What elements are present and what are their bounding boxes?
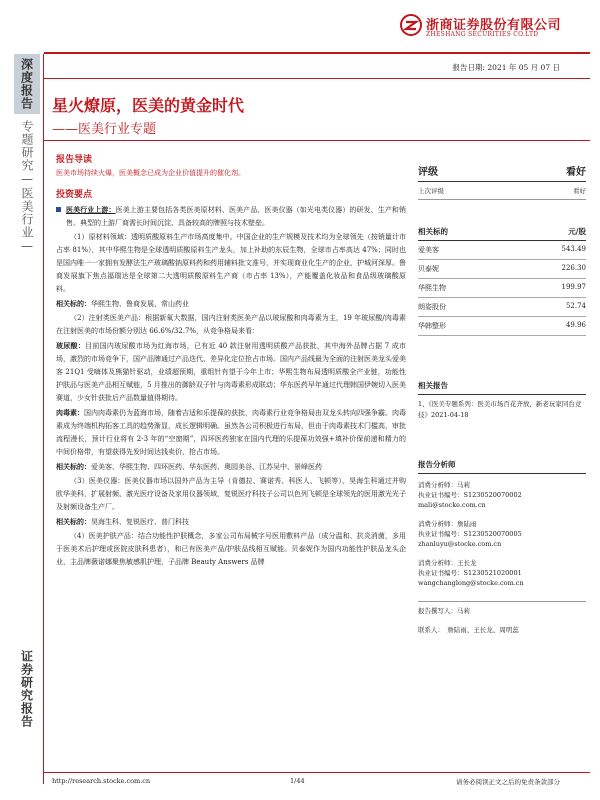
author-divider xyxy=(418,601,586,602)
analyst-list xyxy=(418,480,586,635)
stocks-header-unit: 元/股 xyxy=(568,227,586,236)
stock-row xyxy=(418,241,586,260)
analysts-heading: 报告分析师 xyxy=(418,459,586,474)
botox-paragraph xyxy=(56,406,406,459)
injection-paragraph: （2）注射类医美产品：根据新氧大数据，国内注射类医美产品以玻尿酸和肉毒素为主，19 年玻尿酸/肉毒素在注射医美的市场份额分别达 66.6%/32.7%，从竞争格局来看： xyxy=(56,314,406,335)
stock-price: 49.96 xyxy=(565,321,586,329)
stock-price: 226.30 xyxy=(561,264,586,272)
stocks-header-name: 相关标的 xyxy=(418,227,448,236)
guide-text: 医美市场持续火爆，医美概念已成为企业价值提升的催化剂。 xyxy=(56,169,245,177)
analyst-3-cert: 执业证书编号：S1230521020001 xyxy=(418,569,522,577)
previous-rating-row xyxy=(418,182,586,200)
targets-value: 昊海生科、复锐医疗、普门科技 xyxy=(91,518,189,526)
analyst-3-email[interactable]: wangchanglong@stocke.com.cn xyxy=(418,579,524,587)
targets-value: 爱美客、华熙生物、四环医药、华东医药、奥园美谷、江苏吴中、景峰医药 xyxy=(91,463,322,471)
device-targets xyxy=(56,515,406,529)
page-number: 1/44 xyxy=(290,777,305,785)
upstream-paragraph xyxy=(56,203,406,230)
report-author: 报告撰写人：马莉 xyxy=(418,606,470,615)
right-panel xyxy=(418,163,586,635)
stocks-header xyxy=(418,226,586,241)
stock-price: 543.49 xyxy=(561,245,586,253)
device-paragraph: （3）医美仪器：医美仪器市场以国外产品为主导（肯德拉、赛诺秀、科医人、飞顿等），昊海生科通过并购欧华美科，扩展射频、激光医疗设备及家用仪器领域，复锐医疗科技子公司以色列飞顿是全球领先的医用激光光子及射频设备生产厂。 xyxy=(56,477,406,511)
upstream-text: 医美上游主要包括各类医美原材料、医美产品、医美仪器（如光电类仪器）的研发、生产和销售。典型的上游厂商需长时间沉淀、具备较高的牌照与技术壁垒。 xyxy=(66,206,407,227)
targets-label: 相关标的： xyxy=(56,517,91,526)
related-heading: 相关报告 xyxy=(418,380,586,395)
company-logo xyxy=(400,12,590,46)
main-content xyxy=(56,152,406,570)
raw-material-targets xyxy=(56,297,406,311)
analyst-1-name: 消费分析师：马莉 xyxy=(418,481,470,489)
stock-row xyxy=(418,317,586,336)
targets-value: 华熙生物、鲁商发展、常山药业 xyxy=(91,300,189,308)
analyst-1-cert: 执业证书编号：S1230520070002 xyxy=(418,491,522,499)
stock-row xyxy=(418,298,586,317)
stock-row xyxy=(418,279,586,298)
company-name-cn: 浙商证券股份有限公司 xyxy=(426,18,562,33)
stock-name: 爱美客 xyxy=(418,246,439,254)
analyst-3-name: 消费分析师：王长龙 xyxy=(418,559,477,567)
report-type-tab xyxy=(14,54,40,114)
topic-sidebar xyxy=(14,120,40,440)
header-divider xyxy=(44,52,590,54)
related-report-text: 1、《医美专题系列：医美市场百花齐放，新老玩家同台竞技》2021-04-18 xyxy=(418,400,582,419)
hyaluronic-label: 玻尿酸： xyxy=(56,341,86,350)
rating-label: 评级 xyxy=(418,167,438,178)
report-contacts: 联系人： 詹陆雨、王长龙、周明蕊 xyxy=(418,625,519,634)
hyaluronic-text: 目前国内玻尿酸市场为红海市场，已有近 40 款注射用透明质酸产品获批，其中海外品牌占据 7 成市场，激烈的市场竞争下，国产品牌通过产品迭代、差异化定位抢占市场。国内产品线最为全面的注射医美龙头爱美客 21Q1 受嗨体及熊猫针驱动，业绩超预期，重组针有望于今年上市；华熙生物布局透明质酸全产业链，功能性护肤品与医美产品相互赋能，5 月推出的御龄双子针与肉毒素形成联动；华东医药早年通过代理韩国伊婉切入医美赛道，少女针获批后产品数量值得期待。 xyxy=(56,342,406,402)
stock-price: 52.74 xyxy=(565,302,586,310)
previous-rating-value: 看好 xyxy=(573,187,586,195)
footer-divider xyxy=(44,772,590,773)
footer-url[interactable]: http://research.stocke.com.cn xyxy=(52,777,151,785)
raw-material-paragraph: （1）原材料领域：透明质酸原料生产市场高度集中。中国企业的生产规模及技术均为全球领先（按销量计市占率 81%），其中华熙生物是全球透明质酸原料生产龙头，加上补助的东辰生物，全球市占率高达 47%；同时也是国内唯一一家拥有发酵法生产玻璃酸钠原料药和药用辅料批文准号，并实现商业化生产的企业，护城河深厚。鲁商发展旗下焦点福瑞达是全球第二大透明质酸原料生产商（市占率 13%），产能覆盖化妆品和食品级玻璃酸原料。 xyxy=(56,233,406,293)
guide-heading: 报告导读 xyxy=(56,155,93,165)
stock-name: 华韩整形 xyxy=(418,322,446,330)
sidebar-divider xyxy=(43,54,44,784)
analyst-2-cert: 执业证书编号：S1230520070005 xyxy=(418,530,522,538)
page-subtitle: ——医美行业专题 xyxy=(52,122,157,137)
footer-disclaimer: 请务必阅读正文之后的免责条款部分 xyxy=(456,778,560,786)
analyst-1-email[interactable]: mali@stocke.com.cn xyxy=(418,501,486,509)
botox-targets xyxy=(56,460,406,474)
rating-value: 看好 xyxy=(566,167,586,178)
points-heading: 投资要点 xyxy=(56,190,93,200)
botox-label: 肉毒素： xyxy=(56,408,84,417)
stock-price: 199.97 xyxy=(561,283,586,291)
analyst-2-email[interactable]: zhanluyu@stocke.com.cn xyxy=(418,540,502,548)
stock-name: 朗姿股份 xyxy=(418,303,446,311)
targets-label: 相关标的： xyxy=(56,299,91,308)
stock-row xyxy=(418,260,586,279)
topic-label: 专题研究—医美行业— xyxy=(20,120,34,254)
stock-name: 华熙生物 xyxy=(418,284,446,292)
stock-name: 贝泰妮 xyxy=(418,265,439,273)
rating-row xyxy=(418,163,586,181)
company-name-en: ZHESHANG SECURITIES CO.LTD xyxy=(426,31,539,38)
footer-sidebar xyxy=(14,650,40,790)
header-divider-2 xyxy=(44,78,590,79)
previous-rating-label: 上次评级 xyxy=(418,187,444,195)
page-title: 星火燎原，医美的黄金时代 xyxy=(52,96,245,115)
upstream-lead: 医美行业上游： xyxy=(66,205,116,214)
research-report-label: 证券研究报告 xyxy=(19,650,34,728)
botox-text: 国内肉毒素仍为蓝海市场，随着吉适和乐提葆的获批，肉毒素行业竞争格局由双龙头转向四强争霸。肉毒素成为终端机构拓客工具的趋势渐显，成长逻辑明确。虽然各公司积极进行布局，但由于肉毒素技术门槛高，审批流程漫长，预计行业将有 2-3 年的“空窗期”，四环医药独家在国内代理的乐提葆功效强+填补价保前递和精力的中间价格带，有望获得先发时间达钱卖价，抢占市场。 xyxy=(56,409,406,456)
targets-label: 相关标的： xyxy=(56,462,91,471)
zheshang-logo-icon xyxy=(400,14,422,36)
hyaluronic-paragraph xyxy=(56,339,406,405)
analyst-2-name: 消费分析师：詹陆雨 xyxy=(418,520,477,528)
stocks-table xyxy=(418,241,586,336)
skincare-paragraph: （4）医美护肤产品：结合功能性护肤概念，多家公司布局械字号医用敷料产品（成分温和、抗炎消菌，多用于医美术后护理或医院皮肤科患者），和已有医美产品/护肤品线相互赋能。贝泰妮作为国内功能性护肤品龙头企业，主品牌薇诺娜聚焦敏感肌护理，子品牌 Beauty Answers 品牌 xyxy=(56,532,406,566)
report-date: 报告日期: 2021 年 05 月 07 日 xyxy=(452,63,560,72)
title-divider xyxy=(44,140,590,141)
report-type-label: 深度报告 xyxy=(19,58,34,110)
